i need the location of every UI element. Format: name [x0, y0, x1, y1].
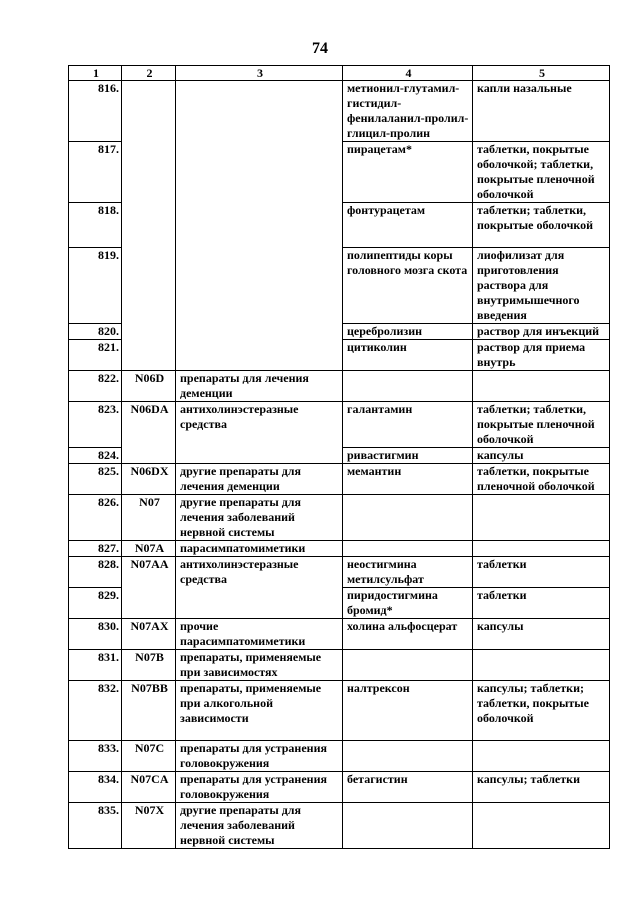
substance-name: [343, 650, 473, 681]
table-row: [69, 650, 610, 681]
substance-name: бетагистин: [343, 772, 473, 803]
row-number: 835.: [69, 803, 122, 849]
group-name: препараты для устранения головокружения: [176, 772, 343, 803]
dosage-form: раствор для приема внутрь: [473, 340, 610, 371]
dosage-form: таблетки; таблетки, покрытые оболочкой: [473, 203, 610, 248]
atc-code: [122, 588, 176, 619]
dosage-form: [473, 495, 610, 541]
row-number: 832.: [69, 681, 122, 741]
atc-code: N07: [122, 495, 176, 541]
substance-name: цитиколин: [343, 340, 473, 371]
atc-code: N07B: [122, 650, 176, 681]
group-name: препараты, применяемые при алкогольной зависимости: [176, 681, 343, 741]
atc-code: [122, 81, 176, 142]
dosage-form: [473, 371, 610, 402]
atc-code: N06DX: [122, 464, 176, 495]
substance-name: фонтурацетам: [343, 203, 473, 248]
atc-code: N07CA: [122, 772, 176, 803]
group-name: препараты для устранения головокружения: [176, 741, 343, 772]
table-row: [69, 448, 610, 464]
table-row: [69, 81, 610, 142]
row-number: 827.: [69, 541, 122, 557]
group-name: антихолинэстеразные средства: [176, 402, 343, 448]
group-name: [176, 248, 343, 324]
group-name: другие препараты для лечения заболеваний нервной системы: [176, 495, 343, 541]
row-number: 825.: [69, 464, 122, 495]
row-number: 818.: [69, 203, 122, 248]
substance-name: неостигмина метилсульфат: [343, 557, 473, 588]
table-header-row: [69, 66, 610, 81]
table-row: [69, 371, 610, 402]
header-col-3: 3: [176, 66, 343, 81]
atc-code: N07AA: [122, 557, 176, 588]
group-name: другие препараты для лечения заболеваний нервной системы: [176, 803, 343, 849]
header-col-1: 1: [69, 66, 122, 81]
table-row: [69, 741, 610, 772]
substance-name: [343, 371, 473, 402]
substance-name: пиридостигмина бромид*: [343, 588, 473, 619]
row-number: 817.: [69, 142, 122, 203]
dosage-form: таблетки: [473, 588, 610, 619]
page-number: 74: [312, 40, 328, 57]
atc-code: N07BB: [122, 681, 176, 741]
substance-name: полипептиды коры головного мозга скота: [343, 248, 473, 324]
dosage-form: [473, 803, 610, 849]
table-row: [69, 464, 610, 495]
group-name: [176, 324, 343, 340]
atc-code: N06DA: [122, 402, 176, 448]
substance-name: [343, 803, 473, 849]
row-number: 831.: [69, 650, 122, 681]
group-name: [176, 340, 343, 371]
dosage-form: таблетки; таблетки, покрытые пленочной оболочкой: [473, 402, 610, 448]
table-row: [69, 495, 610, 541]
substance-name: налтрексон: [343, 681, 473, 741]
row-number: 816.: [69, 81, 122, 142]
dosage-form: капсулы: [473, 448, 610, 464]
dosage-form: таблетки, покрытые пленочной оболочкой: [473, 464, 610, 495]
atc-code: N06D: [122, 371, 176, 402]
table-row: [69, 557, 610, 588]
dosage-form: лиофилизат для приготовления раствора для внутримышечного введения: [473, 248, 610, 324]
group-name: антихолинэстеразные средства: [176, 557, 343, 588]
table-row: [69, 772, 610, 803]
atc-code: [122, 448, 176, 464]
row-number: 823.: [69, 402, 122, 448]
atc-code: [122, 340, 176, 371]
dosage-form: капсулы; таблетки: [473, 772, 610, 803]
atc-code: N07AX: [122, 619, 176, 650]
substance-name: [343, 741, 473, 772]
substance-name: ривастигмин: [343, 448, 473, 464]
header-col-2: 2: [122, 66, 176, 81]
table-row: [69, 588, 610, 619]
row-number: 828.: [69, 557, 122, 588]
table-row: [69, 203, 610, 248]
table-row: [69, 681, 610, 741]
atc-code: N07C: [122, 741, 176, 772]
group-name: прочие парасимпатомиметики: [176, 619, 343, 650]
table-row: [69, 248, 610, 324]
row-number: 821.: [69, 340, 122, 371]
table-row: [69, 142, 610, 203]
group-name: препараты для лечения деменции: [176, 371, 343, 402]
table-row: [69, 803, 610, 849]
atc-code: [122, 324, 176, 340]
row-number: 824.: [69, 448, 122, 464]
table-row: [69, 340, 610, 371]
table-row: [69, 324, 610, 340]
table-row: [69, 402, 610, 448]
group-name: [176, 81, 343, 142]
group-name: [176, 142, 343, 203]
substance-name: [343, 495, 473, 541]
dosage-form: [473, 541, 610, 557]
row-number: 822.: [69, 371, 122, 402]
row-number: 829.: [69, 588, 122, 619]
medication-table: [68, 65, 610, 849]
header-col-4: 4: [343, 66, 473, 81]
row-number: 819.: [69, 248, 122, 324]
atc-code: [122, 142, 176, 203]
substance-name: метионил-глутамил-гистидил-фенилаланил-пролил-глицил-пролин: [343, 81, 473, 142]
table-row: [69, 619, 610, 650]
dosage-form: капсулы: [473, 619, 610, 650]
dosage-form: таблетки: [473, 557, 610, 588]
group-name: препараты, применяемые при зависимостях: [176, 650, 343, 681]
atc-code: [122, 248, 176, 324]
atc-code: N07A: [122, 541, 176, 557]
dosage-form: капли назальные: [473, 81, 610, 142]
header-col-5: 5: [473, 66, 610, 81]
row-number: 833.: [69, 741, 122, 772]
substance-name: холина альфосцерат: [343, 619, 473, 650]
substance-name: [343, 541, 473, 557]
row-number: 834.: [69, 772, 122, 803]
substance-name: церебролизин: [343, 324, 473, 340]
dosage-form: капсулы; таблетки; таблетки, покрытые оболочкой: [473, 681, 610, 741]
atc-code: N07X: [122, 803, 176, 849]
group-name: [176, 448, 343, 464]
dosage-form: [473, 741, 610, 772]
dosage-form: раствор для инъекций: [473, 324, 610, 340]
substance-name: пирацетам*: [343, 142, 473, 203]
group-name: парасимпатомиметики: [176, 541, 343, 557]
atc-code: [122, 203, 176, 248]
table-row: [69, 541, 610, 557]
substance-name: галантамин: [343, 402, 473, 448]
group-name: [176, 588, 343, 619]
dosage-form: таблетки, покрытые оболочкой; таблетки, покрытые пленочной оболочкой: [473, 142, 610, 203]
group-name: другие препараты для лечения деменции: [176, 464, 343, 495]
row-number: 830.: [69, 619, 122, 650]
row-number: 826.: [69, 495, 122, 541]
row-number: 820.: [69, 324, 122, 340]
group-name: [176, 203, 343, 248]
dosage-form: [473, 650, 610, 681]
substance-name: мемантин: [343, 464, 473, 495]
